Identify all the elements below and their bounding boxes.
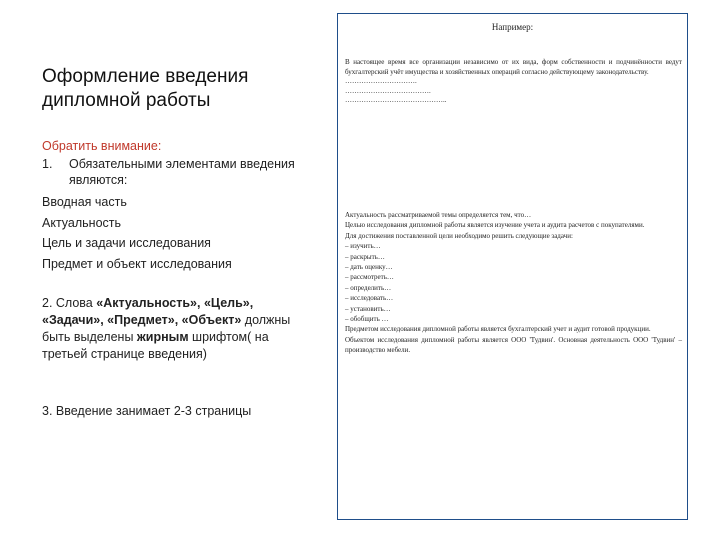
- doc-task: – исследовать…: [345, 294, 394, 303]
- point-2-bold-fat: жирным: [136, 330, 189, 344]
- doc-task: – раскрыть…: [345, 252, 385, 261]
- doc-dots: ……………………………….: [345, 86, 431, 95]
- doc-main-block: [345, 210, 682, 356]
- required-elements-list: [42, 192, 302, 274]
- slide-title: Оформление введения дипломной работы: [42, 66, 249, 111]
- attention-label: Обратить внимание:: [42, 139, 162, 153]
- doc-actuality: Актуальность рассматриваемой темы определяется тем, что…: [345, 211, 532, 219]
- list-item: Предмет и объект исследования: [42, 256, 232, 271]
- doc-object: Объектом исследования дипломной работы является ООО 'Тудвин'. Основная деятельность ООО 'Тудвин' – производство мебели.: [345, 335, 682, 355]
- doc-dots: ………………………….: [345, 77, 417, 86]
- list-item: Вводная часть: [42, 195, 127, 209]
- doc-dots: ……………………………………..: [345, 96, 447, 105]
- doc-intro-block: [345, 58, 682, 106]
- doc-task: – изучить…: [345, 242, 381, 251]
- doc-task: – обобщить …: [345, 315, 389, 324]
- doc-heading: Например:: [491, 22, 534, 32]
- doc-intro: В настоящее время все организации независимо от их вида, форм собственности и подчинённости ведут бухгалтерский учёт имущества и хозяйственных операций согласно действующему законодательству.: [345, 58, 682, 76]
- doc-task: – установить…: [345, 304, 391, 313]
- doc-tasks-intro: Для достижения поставленной цели необходимо решить следующие задачи:: [345, 231, 573, 240]
- list-item: Цель и задачи исследования: [42, 236, 211, 250]
- list-item: Актуальность: [42, 215, 122, 230]
- doc-goal: Целью исследования дипломной работы является изучение учета и аудита расчетов с покупателями.: [345, 221, 645, 230]
- point-1: [42, 156, 302, 188]
- doc-task: – дать оценку…: [345, 263, 393, 272]
- point-2-prefix: 2. Слова: [42, 296, 97, 310]
- point-2-bold-words: «Актуальность», «Цель», «Задачи», «Предмет», «Объект»: [42, 296, 254, 327]
- point-2-middle: должны быть выделены: [42, 313, 291, 344]
- point-2-suffix: шрифтом( на третьей странице введения): [42, 330, 269, 361]
- doc-subject: Предметом исследования дипломной работы является бухгалтерский учет и аудит готовой продукции.: [345, 325, 651, 334]
- example-document-page: [337, 13, 688, 520]
- point-3: 3. Введение занимает 2-3 страницы: [42, 404, 252, 418]
- point-1-number: 1.: [42, 157, 53, 171]
- point-2: [42, 295, 302, 363]
- point-1-text: Обязательными элементами введения являются:: [69, 157, 295, 187]
- doc-task: – рассмотреть…: [345, 273, 394, 282]
- doc-task: – определить…: [345, 283, 392, 292]
